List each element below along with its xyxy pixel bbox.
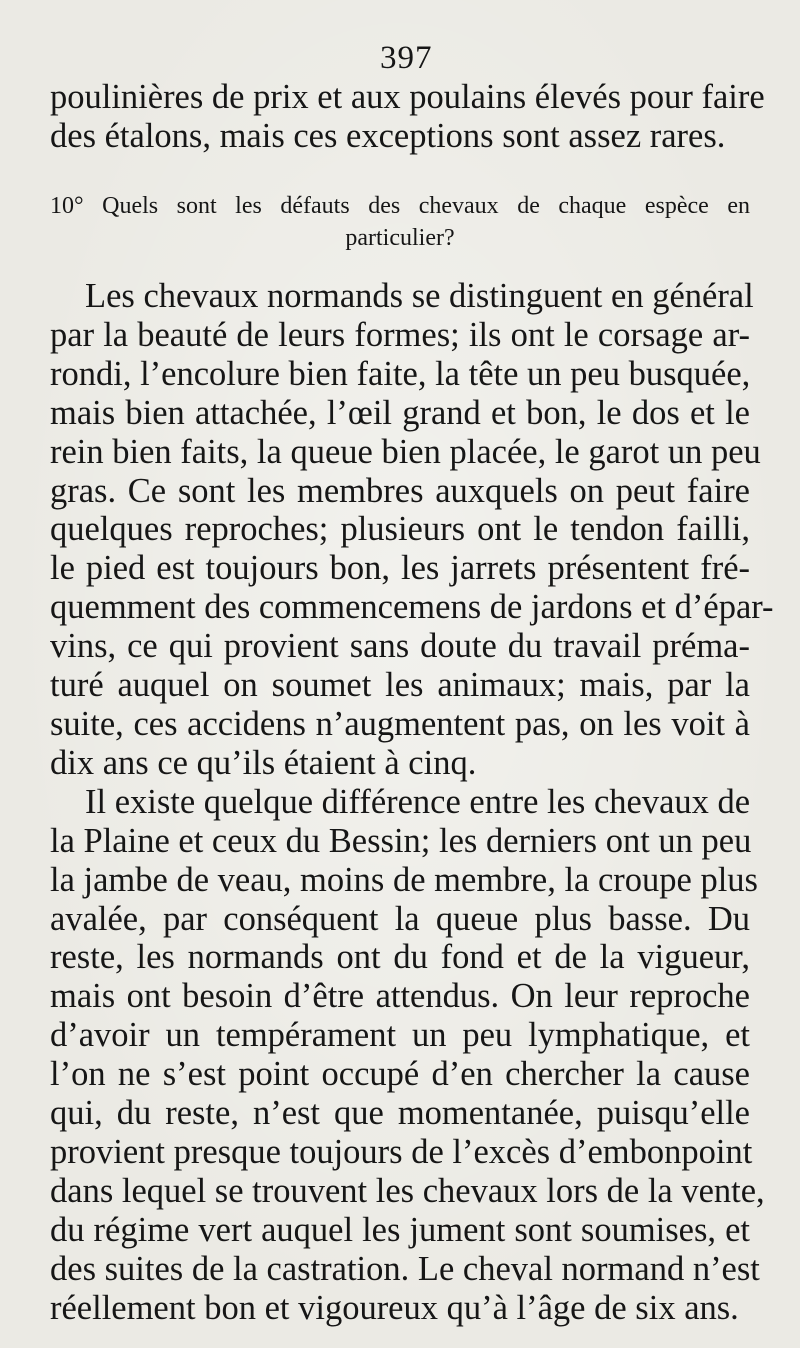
text-line: avalée, par conséquent la queue plus basse. Du: [50, 899, 750, 938]
text-line: réellement bon et vigoureux qu’à l’âge de six ans.: [50, 1288, 739, 1327]
text-line: dans lequel se trouvent les chevaux lors de la vente,: [50, 1171, 765, 1210]
text-line: quelques reproches; plusieurs ont le tendon failli,: [50, 510, 750, 549]
paragraph-2: [50, 782, 765, 1328]
text-line: mais bien attachée, l’œil grand et bon, le dos et le: [50, 393, 750, 432]
text-line: provient presque toujours de l’excès d’embonpoint: [50, 1132, 753, 1171]
page-number: 397: [380, 40, 433, 76]
text-line: par la beauté de leurs formes; ils ont le corsage ar-: [50, 315, 750, 354]
text-line: rein bien faits, la queue bien placée, le garot un peu: [50, 432, 761, 471]
text-line: la jambe de veau, moins de membre, la croupe plus: [50, 860, 758, 899]
question-heading: [50, 190, 750, 254]
text-line: le pied est toujours bon, les jarrets présentent fré-: [50, 549, 750, 588]
text-line: du régime vert auquel les jument sont soumises, et: [50, 1210, 750, 1249]
question-line: particulier?: [345, 225, 455, 251]
text-line: l’on ne s’est point occupé d’en chercher la cause: [50, 1055, 750, 1094]
text-line: rondi, l’encolure bien faite, la tête un peu busquée,: [50, 354, 751, 393]
question-line: 10° Quels sont les défauts des chevaux de chaque espèce en: [50, 193, 750, 219]
text-line: d’avoir un tempérament un peu lymphatique, et: [50, 1016, 750, 1055]
text-line: la Plaine et ceux du Bessin; les derniers ont un peu: [50, 821, 752, 860]
text-line: mais ont besoin d’être attendus. On leur reproche: [50, 977, 750, 1016]
text-line: dix ans ce qu’ils étaient à cinq.: [50, 743, 477, 782]
text-line: poulinières de prix et aux poulains élevés pour faire: [50, 78, 765, 116]
text-line: vins, ce qui provient sans doute du travail préma-: [50, 627, 750, 666]
text-line: des suites de la castration. Le cheval normand n’est: [50, 1249, 760, 1288]
text-line: quemment des commencemens de jardons et d’épar-: [50, 588, 774, 627]
text-line: Il existe quelque différence entre les chevaux de: [85, 782, 751, 821]
text-line: turé auquel on soumet les animaux; mais, par la: [50, 666, 750, 705]
paragraph-1: [50, 277, 774, 783]
text-line: qui, du reste, n’est que momentanée, puisqu’elle: [50, 1094, 750, 1133]
continuation-text: [50, 78, 765, 156]
text-line: des étalons, mais ces exceptions sont assez rares.: [50, 116, 726, 155]
text-line: suite, ces accidens n’augmentent pas, on les voit à: [50, 704, 750, 743]
text-line: gras. Ce sont les membres auxquels on peut faire: [50, 471, 750, 510]
text-line: reste, les normands ont du fond et de la vigueur,: [50, 938, 750, 977]
body-text: [50, 277, 774, 1327]
text-line: Les chevaux normands se distinguent en général: [85, 277, 754, 315]
